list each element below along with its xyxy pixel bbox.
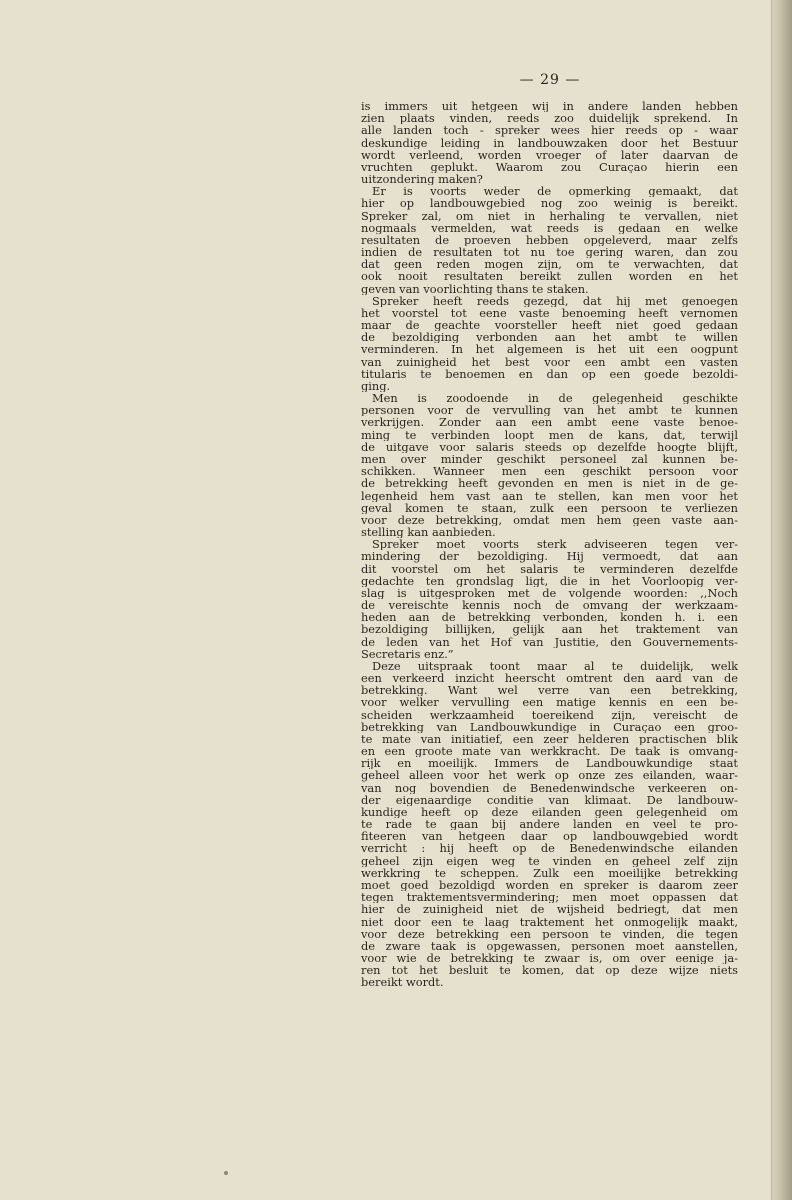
text-line: geheel alleen voor het werk op onze zes eilanden, waar-: [361, 769, 738, 782]
text-line: de vereischte kennis noch de omvang der werkzaam-: [361, 599, 738, 612]
text-line: tegen traktementsvermindering; men moet oppassen dat: [361, 891, 738, 904]
book-spine-edge: [772, 0, 792, 1200]
text-line: geval komen te staan, zulk een persoon te verliezen: [361, 501, 738, 514]
text-line: deskundige leiding in landbouwzaken door het Bestuur: [361, 136, 738, 149]
text-line: ming te verbinden loopt men de kans, dat, terwijl: [361, 428, 738, 441]
text-line: voor deze betrekking een persoon te vinden, die tegen: [361, 927, 738, 940]
text-line: voor wie de betrekking te zwaar is, om over eenige ja-: [361, 952, 738, 965]
text-line: dit voorstel om het salaris te verminderen dezelfde: [361, 562, 738, 575]
text-line: zien plaats vinden, reeds zoo duidelijk sprekend. In: [361, 112, 738, 125]
text-line: stelling kan aanbieden.: [361, 526, 496, 539]
text-line: hier de zuinigheid niet de wijsheid bedriegt, dat men: [361, 903, 738, 916]
text-line: uitzondering maken?: [361, 173, 483, 186]
text-line: Spreker moet voorts sterk adviseeren tegen ver-: [372, 538, 738, 551]
text-line: ging.: [361, 379, 391, 393]
text-line: is immers uit hetgeen wij in andere landen hebben: [361, 100, 738, 113]
text-line: en een groote mate van werkkracht. De taak is omvang-: [361, 745, 738, 758]
text-line: verminderen. In het algemeen is het uit een oogpunt: [361, 343, 738, 356]
text-line: titularis te benoemen en dan op een goede bezoldi-: [361, 367, 738, 380]
text-line: rijk en moeilijk. Immers de Landbouwkundige staat: [361, 757, 738, 770]
text-line: Spreker zal, om niet in herhaling te vervallen, niet: [361, 209, 738, 222]
text-line: wordt verleend, worden vroeger of later daarvan de: [361, 148, 738, 161]
text-line: ook nooit resultaten bereikt zullen worden en het: [361, 270, 738, 283]
text-line: legenheid hem vast aan te stellen, kan men voor het: [361, 489, 738, 502]
text-line: de uitgave voor salaris steeds op dezelfde hoogte blijft,: [361, 440, 738, 453]
text-line: indien de resultaten tot nu toe gering waren, dan zou: [361, 246, 738, 259]
text-line: verkrijgen. Zonder aan een ambt eene vaste benoe-: [361, 416, 738, 429]
text-line: mindering der bezoldiging. Hij vermoedt, dat aan: [361, 550, 738, 563]
text-line: nogmaals vermelden, wat reeds is gedaan en welke: [361, 221, 738, 234]
text-line: resultaten de proeven hebben opgeleverd, maar zelfs: [361, 233, 738, 247]
text-line: der eigenaardige conditie van klimaat. De landbouw-: [361, 793, 738, 806]
text-line: men over minder geschikt personeel zal kunnen be-: [361, 452, 738, 466]
text-line: Spreker heeft reeds gezegd, dat hij met genoegen: [372, 294, 738, 307]
text-line: de bezoldiging verbonden aan het ambt te willen: [361, 331, 738, 344]
text-line: betrekking. Want wel verre van een betrekking,: [361, 684, 738, 697]
text-line: niet door een te laag traktement het onmogelijk maakt,: [361, 915, 738, 928]
text-line: moet goed bezoldigd worden en spreker is daarom zeer: [361, 879, 738, 892]
text-line: scheiden werkzaamheid toereikend zijn, vereischt de: [361, 708, 738, 721]
text-line: de betrekking heeft gevonden en men is niet in de ge-: [361, 477, 738, 490]
text-line: vruchten geplukt. Waarom zou Curaçao hierin een: [361, 160, 738, 174]
text-line: hier op landbouwgebied nog zoo weinig is bereikt.: [361, 197, 738, 210]
text-line: voor welker vervulling een matige kennis en een be-: [361, 696, 738, 709]
text-line: schikken. Wanneer men een geschikt persoon voor: [361, 465, 738, 478]
text-line: alle landen toch - spreker wees hier reeds op - waar: [361, 124, 738, 137]
text-line: voor deze betrekking, omdat men hem geen vaste aan-: [361, 513, 738, 527]
text-line: van nog bovendien de Benedenwindsche verkeeren on-: [361, 781, 738, 794]
text-line: werkkring te scheppen. Zulk een moeilijke betrekking: [361, 866, 738, 879]
text-line: van zuinigheid het best voor een ambt een vasten: [361, 355, 738, 368]
paper-speck: [224, 1171, 228, 1175]
text-line: te mate van initiatief, een zeer helderen practischen blik: [361, 732, 738, 746]
text-line: slag is uitgesproken met de volgende woorden: ,,Noch: [361, 586, 738, 600]
text-line: betrekking van Landbouwkundige in Curaçao een groo-: [361, 720, 738, 733]
text-line: een verkeerd inzicht heerscht omtrent den aard van de: [361, 672, 738, 685]
text-line: heden aan de betrekking verbonden, konden h. i. een: [361, 611, 738, 624]
text-line: fiteeren van hetgeen daar op landbouwgebied wordt: [361, 830, 738, 843]
text-line: Deze uitspraak toont maar al te duidelijk, welk: [372, 659, 738, 673]
text-line: ren tot het besluit te komen, dat op deze wijze niets: [361, 964, 738, 977]
text-line: de leden van het Hof van Justitie, den Gouvernements-: [361, 635, 738, 648]
text-line: geheel zijn eigen weg te vinden en geheel zelf zijn: [361, 854, 738, 867]
text-line: verricht : hij heeft op de Benedenwindsche eilanden: [361, 842, 738, 855]
body-text: [361, 100, 738, 989]
text-line: Men is zoodoende in de gelegenheid geschikte: [372, 392, 738, 405]
text-line: de zware taak is opgewassen, personen moet aanstellen,: [361, 939, 738, 953]
text-line: gedachte ten grondslag ligt, die in het Voorloopig ver-: [361, 574, 738, 587]
text-line: personen voor de vervulling van het ambt te kunnen: [361, 404, 738, 417]
text-line: kundige heeft op deze eilanden geen gelegenheid om: [361, 805, 738, 819]
page-number: — 29 —: [519, 72, 581, 88]
text-line: dat geen reden mogen zijn, om te verwachten, dat: [361, 258, 738, 271]
text-line: Er is voorts weder de opmerking gemaakt, dat: [372, 185, 738, 198]
text-line: geven van voorlichting thans te staken.: [361, 282, 589, 295]
text-line: het voorstel tot eene vaste benoeming heeft vernomen: [361, 306, 738, 320]
text-line: bezoldiging billijken, gelijk aan het traktement van: [361, 623, 738, 636]
text-line: te rade te gaan bij andere landen en veel te pro-: [361, 818, 738, 831]
text-line: maar de geachte voorsteller heeft niet goed gedaan: [361, 319, 738, 332]
text-line: bereikt wordt.: [361, 976, 444, 989]
text-line: Secretaris enz.”: [361, 647, 454, 660]
